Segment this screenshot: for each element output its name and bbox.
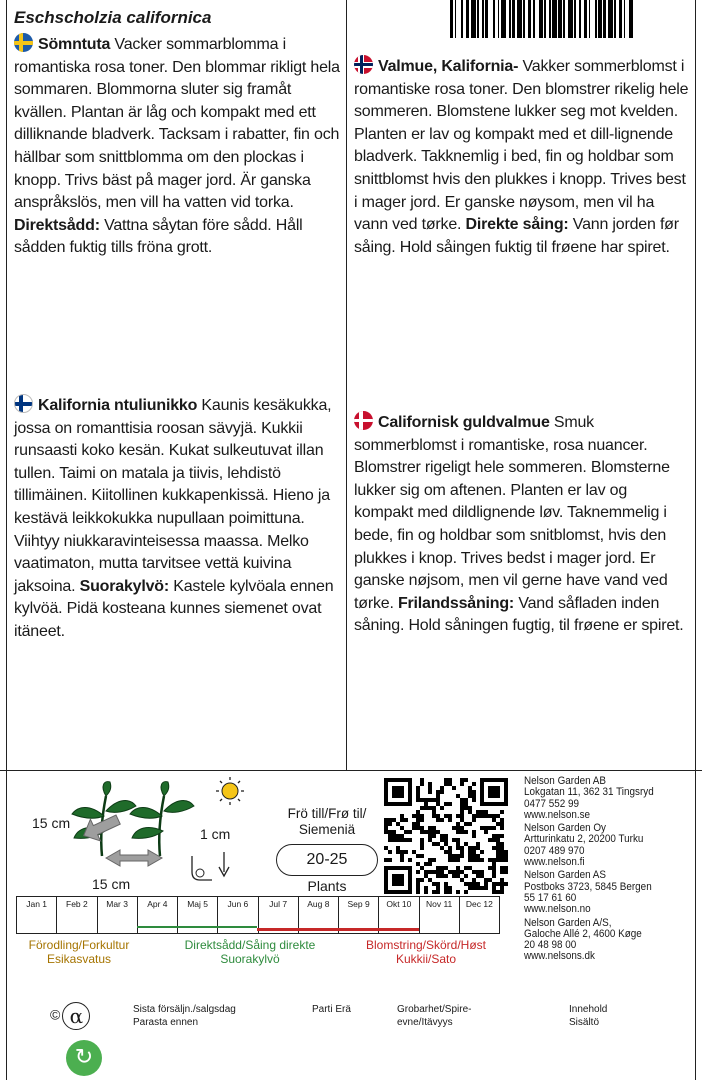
address-line: Postboks 3723, 5845 Bergen — [524, 880, 652, 893]
depth-icon — [192, 852, 229, 880]
address-line: Nelson Garden AS — [524, 869, 607, 882]
seeds-count: 20-25 — [276, 844, 378, 876]
calendar-month: Jun 6 — [218, 897, 258, 933]
seeds-label: Frö till/Frø til/ Siemeniä — [287, 806, 367, 837]
calendar-month: Dec 12 — [465, 899, 493, 909]
address-line: www.nelson.no — [524, 903, 591, 916]
copyright-alpha-icon: © α — [50, 1002, 90, 1030]
recycle-icon: ↻ — [66, 1040, 102, 1076]
footer-batch: Parti Erä — [312, 1004, 351, 1015]
address-line: 0207 489 970 — [524, 844, 585, 857]
calendar-month: Maj 5 — [178, 897, 218, 933]
address-line: Artturinkatu 2, 20200 Turku — [524, 833, 644, 846]
text-sv: Vacker sommarblomma i romantiska rosa toner. Den blommar rikligt hela sommaren. Blommorna sluter sig framåt kvällen. Plantan är låg och kompakt med ett dilliknande bladverk. Tacksam i rabatter, fin och hällbar som snittblomma om den plockas i knopp. Trivs bäst på mager jord. Är ganska anspråkslös, men vill ha vatten vid torka. — [14, 36, 340, 212]
qr-code — [384, 778, 508, 894]
section-finnish — [14, 394, 344, 644]
footer-contents: Innehold Sisältö — [569, 1004, 608, 1028]
sow-text-fi: Kastele kylvöala ennen kylvöä. Pidä kosteana kunnes siemenet ovat itäneet. — [14, 577, 334, 640]
calendar-month: Mar 3 — [98, 897, 138, 933]
calendar-month: Sep 9 — [339, 897, 379, 933]
address-line: 55 17 61 60 — [524, 891, 577, 904]
direct-sowing-bar — [137, 926, 257, 928]
sow-label-dk: Frilandssåning: — [397, 594, 515, 612]
column-divider — [346, 0, 347, 770]
bloom-bar — [257, 928, 419, 931]
footer-best-before: Sista försäljn./salgsdag Parasta ennen — [133, 1004, 236, 1028]
section-danish — [354, 411, 690, 638]
name-dk: Californisk guldvalmue — [378, 414, 550, 431]
footer-germination: Grobarhet/Spire- evne/Itävyys — [397, 1004, 472, 1028]
sow-label-sv: Direktsådd: — [14, 216, 100, 234]
sun-icon — [216, 777, 244, 805]
address-line: 20 48 98 00 — [524, 939, 577, 952]
address-line: Nelson Garden AB — [524, 775, 607, 787]
sow-label-no: Direkte såing: — [465, 216, 569, 234]
calendar-month: Okt 10 — [379, 897, 419, 933]
section-divider — [0, 770, 702, 771]
sweden-flag-icon — [14, 33, 33, 52]
calendar-month: Apr 4 — [138, 897, 178, 933]
legend-direct-sowing: Direktsådd/Såing direkte Suorakylvö — [184, 938, 316, 966]
section-norwegian — [354, 55, 690, 259]
name-no: Valmue, Kalifornia- — [378, 58, 519, 75]
depth-label: 1 cm — [200, 826, 231, 842]
row-spacing-label: 15 cm — [92, 876, 131, 892]
norway-flag-icon — [354, 55, 373, 74]
barcode — [450, 0, 694, 38]
calendar-month: Jul 7 — [259, 897, 299, 933]
calendar-month: Nov 11 — [420, 897, 460, 933]
calendar-month: Jan 1 — [17, 897, 57, 933]
sow-label-fi: Suorakylvö: — [79, 577, 169, 595]
sow-text-no: Vann jorden før såing. Hold såingen fuktig til frøene har spiret. — [354, 216, 679, 256]
seeds-unit: Plants — [307, 878, 347, 894]
section-swedish — [14, 33, 344, 260]
address-line: www.nelsons.dk — [524, 950, 595, 963]
text-no: Vakker sommerblomst i romantiske rosa toner. Den blomstrer rikelig hele sommeren. Blomstene lukker seg mot kvelden. Planten er lav og kompakt med et dill-lignende bladverk. Takknemlig i bed, fin og holdbar som snittblomst hvis den plukkes i knopp. Trives best i mager jord. Er ganske nøysom, men vil ha vann ved tørke. — [354, 58, 689, 234]
calendar-month: Aug 8 — [299, 897, 339, 933]
name-fi: Kalifornia ntuliunikko — [38, 397, 198, 414]
text-dk: Smuk sommerblomst i romantiske, rosa nuancer. Blomstrer rigeligt hele sommeren. Blomsterne lukker sig om aftenen. Planten er lav og kompakt med dildlignende løv. Taknemmelig i bede, fin og holdbar som snitblomst, hvis den plukkes i knop. Trives bedst i mager jord. Er ganske nøjsom, men vil gerne have vand ved tørke. — [354, 414, 670, 612]
address-line: Galoche Allé 2, 4600 Køge — [524, 927, 642, 940]
text-fi: Kaunis kesäkukka, jossa on romanttisia roosan sävyjä. Kukkii runsaasti koko kesän. Kukat sulkeutuvat illan tullen. Taimi on matala ja tiivis, lehdistö tillimäinen. Kiitollinen kukkapenkissä. Hieno ja kestävä leikkokukka nupullaan poimittuna. Viihtyy niukkaravinteisessa maassa. Melko vaatimaton, mutta tarvitsee vettä kuivina jaksoina. — [14, 397, 332, 595]
sow-text-sv: Vattna såytan före sådd. Håll sådden fuktig tills fröna grott. — [14, 216, 303, 257]
species-name: Eschscholzia californica — [14, 8, 212, 27]
address-line: Lokgatan 11, 362 31 Tingsryd — [524, 786, 654, 799]
address-line: www.nelson.se — [524, 808, 591, 821]
denmark-flag-icon — [354, 411, 373, 430]
address-line: www.nelson.fi — [524, 856, 585, 869]
address-line: 0477 552 99 — [524, 797, 580, 810]
legend-preculture: Förodling/Forkultur Esikasvatus — [28, 938, 130, 966]
sow-text-dk: Vand såfladen inden såning. Hold såningen fugtig, til frøene er spiret. — [354, 594, 684, 635]
address-line: Nelson Garden A/S, — [524, 916, 612, 929]
plant-spacing-label: 15 cm — [32, 815, 71, 831]
finland-flag-icon — [14, 394, 33, 413]
address-line: Nelson Garden Oy — [524, 822, 606, 835]
calendar-month: Feb 2 — [57, 897, 97, 933]
legend-bloom: Blomstring/Skörd/Høst Kukkii/Sato — [365, 938, 487, 966]
name-sv: Sömntuta — [38, 36, 111, 53]
company-addresses — [524, 776, 682, 965]
